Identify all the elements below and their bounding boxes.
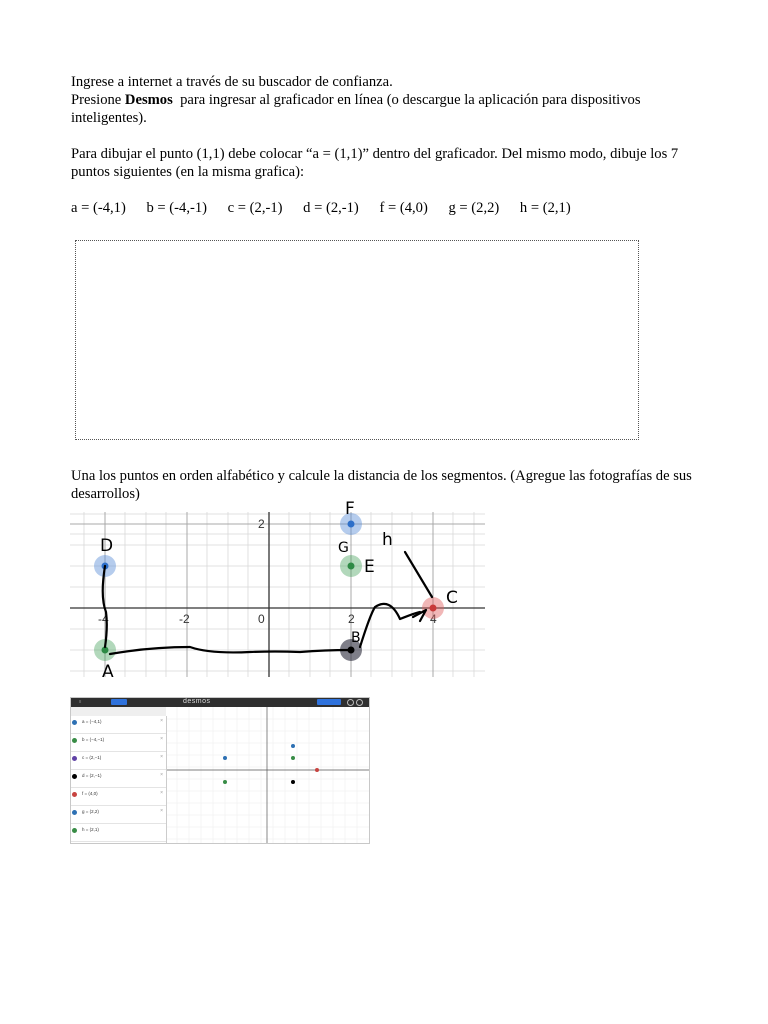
- settings-icon: [356, 699, 363, 706]
- expression-row: [71, 806, 166, 824]
- expression-row: [71, 788, 166, 806]
- topbar-blue-button: [111, 699, 127, 705]
- task-paragraph: Una los puntos en orden alfabético y calcule la distancia de los segmentos. (Agregue las fotografías de sus desarrollos): [71, 468, 692, 502]
- desmos-screenshot: [70, 697, 370, 844]
- hand-drawn-letters: [100, 499, 458, 682]
- letter-c: C: [446, 588, 458, 608]
- letter-d: D: [100, 536, 114, 556]
- delete-icon: ×: [160, 718, 163, 724]
- delete-icon: ×: [160, 754, 163, 760]
- point-b: b = (-4,-1): [146, 200, 207, 216]
- tick-y-2: 2: [258, 517, 265, 531]
- tick-x-neg2: -2: [179, 612, 190, 626]
- point-c: c = (2,-1): [227, 200, 283, 216]
- expression-text: c = (2,−1): [82, 755, 102, 760]
- tick-x-neg4: -4: [98, 612, 109, 626]
- expression-text: b = (−4,−1): [82, 737, 105, 742]
- delete-icon: ×: [160, 808, 163, 814]
- expression-row: [71, 716, 166, 734]
- desmos-topbar: [71, 698, 369, 707]
- delete-icon: ×: [160, 790, 163, 796]
- expression-text: f = (4,0): [82, 791, 98, 796]
- tick-x-4: 4: [430, 612, 437, 626]
- desmos-logo: desmos: [183, 698, 211, 705]
- letter-f: F: [345, 499, 355, 519]
- expression-text: a = (−4,1): [82, 719, 102, 724]
- intro-line-2-end: para ingresar al graficador en línea (o descargue la aplicación para dispositivos inteligentes).: [71, 92, 645, 126]
- desmos-bold: Desmos: [124, 92, 173, 108]
- menu-icon: ≡: [79, 699, 82, 704]
- letter-e: E: [364, 557, 375, 577]
- desmos-graph-area: [167, 707, 370, 844]
- instructions-paragraph: Para dibujar el punto (1,1) debe colocar “a = (1,1)” dentro del graficador. Del mismo modo, dibuje los 7 puntos siguientes (en la misma grafica):: [71, 146, 679, 180]
- hand-drawn-path: [103, 552, 432, 654]
- tick-x-0: 0: [258, 612, 265, 626]
- expression-list: [71, 716, 167, 844]
- letter-a: A: [102, 662, 114, 682]
- expression-text: h = (2,1): [82, 827, 99, 832]
- point-f: f = (4,0): [379, 200, 428, 216]
- point-color-dot: [72, 738, 77, 743]
- tick-x-2: 2: [348, 612, 355, 626]
- topbar-save-button: [317, 699, 341, 705]
- empty-answer-box: [75, 240, 639, 440]
- hand-drawn-graph: [70, 497, 490, 682]
- intro-line-2-start: Presione: [71, 92, 125, 108]
- point-color-dot: [72, 756, 77, 761]
- point-color-dot: [72, 810, 77, 815]
- expression-text: g = (2,2): [82, 809, 99, 814]
- delete-icon: ×: [160, 772, 163, 778]
- point-a: a = (-4,1): [71, 200, 126, 216]
- letter-g: G: [338, 540, 349, 556]
- intro-paragraph: [71, 73, 696, 127]
- expression-row: [71, 752, 166, 770]
- letter-b: B: [351, 630, 361, 646]
- help-icon: [347, 699, 354, 706]
- point-color-dot: [72, 792, 77, 797]
- expression-row: [71, 824, 166, 842]
- expression-row: [71, 734, 166, 752]
- point-h: h = (2,1): [519, 200, 571, 216]
- intro-line-1: Ingrese a internet a través de su buscador de confianza.: [71, 74, 393, 90]
- delete-icon: ×: [160, 736, 163, 742]
- letter-h: h: [382, 530, 393, 550]
- point-color-dot: [72, 774, 77, 779]
- expression-text: d = (2,−1): [82, 773, 102, 778]
- point-color-dot: [72, 828, 77, 833]
- point-g: g = (2,2): [448, 200, 500, 216]
- expression-row: [71, 770, 166, 788]
- point-d: d = (2,-1): [303, 200, 359, 216]
- points-list: [71, 199, 696, 217]
- point-color-dot: [72, 720, 77, 725]
